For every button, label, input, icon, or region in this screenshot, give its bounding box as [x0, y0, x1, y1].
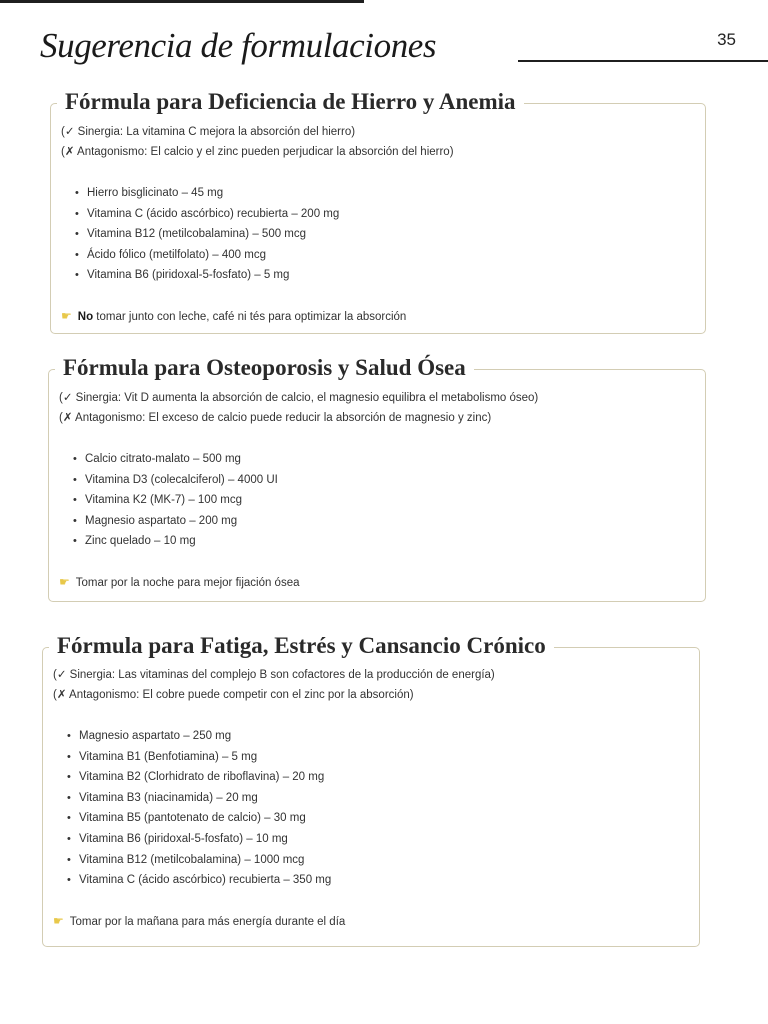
- bullet-icon: •: [67, 771, 71, 784]
- ingredient-text: Magnesio aspartato – 200 mg: [85, 514, 238, 527]
- ingredient-text: Vitamina B2 (Clorhidrato de riboflavina) – 20 mg: [79, 771, 325, 784]
- bullet-icon: •: [73, 453, 77, 465]
- ingredient-text: Vitamina B6 (piridoxal-5-fosfato) – 10 mg: [79, 832, 288, 845]
- ingredient-text: Vitamina B12 (metilcobalamina) – 1000 mcg: [79, 853, 305, 866]
- title-underline: [518, 60, 768, 62]
- ingredient-text: Vitamina K2 (MK-7) – 100 mcg: [85, 494, 243, 507]
- usage-tip: [61, 306, 695, 327]
- bullet-icon: •: [67, 750, 71, 763]
- tip-emphasis: No: [77, 310, 94, 323]
- list-item: [61, 183, 695, 204]
- formula-card-fatigue: [42, 633, 700, 947]
- ingredient-text: Vitamina C (ácido ascórbico) recubierta – 350 mg: [79, 874, 332, 887]
- bullet-icon: •: [75, 248, 79, 261]
- list-item: [53, 808, 689, 829]
- list-item: [61, 224, 695, 245]
- ingredient-text: Vitamina D3 (colecalciferol) – 4000 UI: [85, 473, 278, 486]
- formula-card-bone: [48, 355, 706, 602]
- pointing-hand-icon: ☛: [53, 913, 64, 928]
- bullet-icon: •: [67, 832, 71, 845]
- antagonism-note: (✗ Antagonismo: El exceso de calcio puede reducir la absorción de magnesio y zinc): [59, 412, 492, 424]
- ingredient-text: Vitamina B5 (pantotenato de calcio) – 30 mg: [79, 812, 306, 825]
- bullet-icon: •: [73, 473, 77, 486]
- formula-body: [53, 665, 689, 932]
- list-item: [53, 870, 689, 891]
- list-item: [59, 490, 695, 511]
- bullet-icon: •: [73, 514, 77, 527]
- bullet-icon: •: [75, 187, 79, 199]
- pointing-hand-icon: ☛: [59, 574, 70, 589]
- tip-text: Tomar por la noche para mejor fijación ósea: [75, 576, 300, 589]
- list-item: [61, 265, 695, 286]
- list-item: [53, 726, 689, 747]
- formula-title: Fórmula para Osteoporosis y Salud Ósea: [55, 354, 474, 382]
- antagonism-note: (✗ Antagonismo: El cobre puede competir con el zinc por la absorción): [53, 689, 414, 701]
- bullet-icon: •: [73, 535, 77, 548]
- list-item: [59, 449, 695, 470]
- ingredient-list: [53, 726, 689, 891]
- bullet-icon: •: [67, 874, 71, 887]
- pointing-hand-icon: ☛: [61, 308, 72, 323]
- top-rule: [0, 0, 364, 3]
- ingredient-list: [59, 449, 695, 552]
- bullet-icon: •: [67, 812, 71, 825]
- formula-title: Fórmula para Fatiga, Estrés y Cansancio Crónico: [49, 632, 554, 660]
- list-item: [61, 245, 695, 266]
- bullet-icon: •: [75, 207, 79, 220]
- synergy-note: (✓ Sinergia: Las vitaminas del complejo B son cofactores de la producción de energía): [53, 669, 495, 681]
- list-item: [53, 850, 689, 871]
- bullet-icon: •: [75, 228, 79, 241]
- list-item: [59, 531, 695, 552]
- list-item: [59, 470, 695, 491]
- page-header: [40, 26, 768, 70]
- list-item: [53, 829, 689, 850]
- tip-text: Tomar por la mañana para más energía durante el día: [69, 915, 346, 928]
- ingredient-text: Vitamina C (ácido ascórbico) recubierta – 200 mg: [87, 207, 340, 220]
- bullet-icon: •: [73, 494, 77, 507]
- formula-body: [61, 122, 695, 327]
- synergy-note: (✓ Sinergia: La vitamina C mejora la absorción del hierro): [61, 126, 356, 138]
- ingredient-list: [61, 183, 695, 286]
- list-item: [61, 204, 695, 225]
- formula-card-iron: [50, 89, 706, 334]
- list-item: [53, 747, 689, 768]
- list-item: [53, 788, 689, 809]
- page-title: Sugerencia de formulaciones: [40, 26, 437, 65]
- ingredient-text: Vitamina B12 (metilcobalamina) – 500 mcg: [87, 228, 307, 241]
- bullet-icon: •: [67, 791, 71, 804]
- synergy-note: (✓ Sinergia: Vit D aumenta la absorción de calcio, el magnesio equilibra el metabolismo óseo): [59, 392, 539, 404]
- list-item: [53, 767, 689, 788]
- bullet-icon: •: [75, 269, 79, 282]
- ingredient-text: Ácido fólico (metilfolato) – 400 mcg: [87, 248, 266, 261]
- bullet-icon: •: [67, 730, 71, 742]
- ingredient-text: Vitamina B3 (niacinamida) – 20 mg: [79, 791, 258, 804]
- ingredient-text: Vitamina B6 (piridoxal-5-fosfato) – 5 mg: [87, 269, 290, 282]
- ingredient-text: Hierro bisglicinato – 45 mg: [87, 187, 224, 199]
- page-number: 35: [717, 30, 736, 49]
- usage-tip: [59, 572, 695, 593]
- tip-text: tomar junto con leche, café ni tés para optimizar la absorción: [93, 310, 407, 323]
- ingredient-text: Calcio citrato-malato – 500 mg: [85, 453, 241, 465]
- formula-title: Fórmula para Deficiencia de Hierro y Anemia: [57, 88, 524, 116]
- antagonism-note: (✗ Antagonismo: El calcio y el zinc pueden perjudicar la absorción del hierro): [61, 146, 454, 158]
- usage-tip: [53, 911, 689, 932]
- bullet-icon: •: [67, 853, 71, 866]
- ingredient-text: Vitamina B1 (Benfotiamina) – 5 mg: [79, 750, 258, 763]
- list-item: [59, 511, 695, 532]
- ingredient-text: Magnesio aspartato – 250 mg: [79, 730, 232, 742]
- formula-body: [59, 388, 695, 593]
- ingredient-text: Zinc quelado – 10 mg: [85, 535, 196, 548]
